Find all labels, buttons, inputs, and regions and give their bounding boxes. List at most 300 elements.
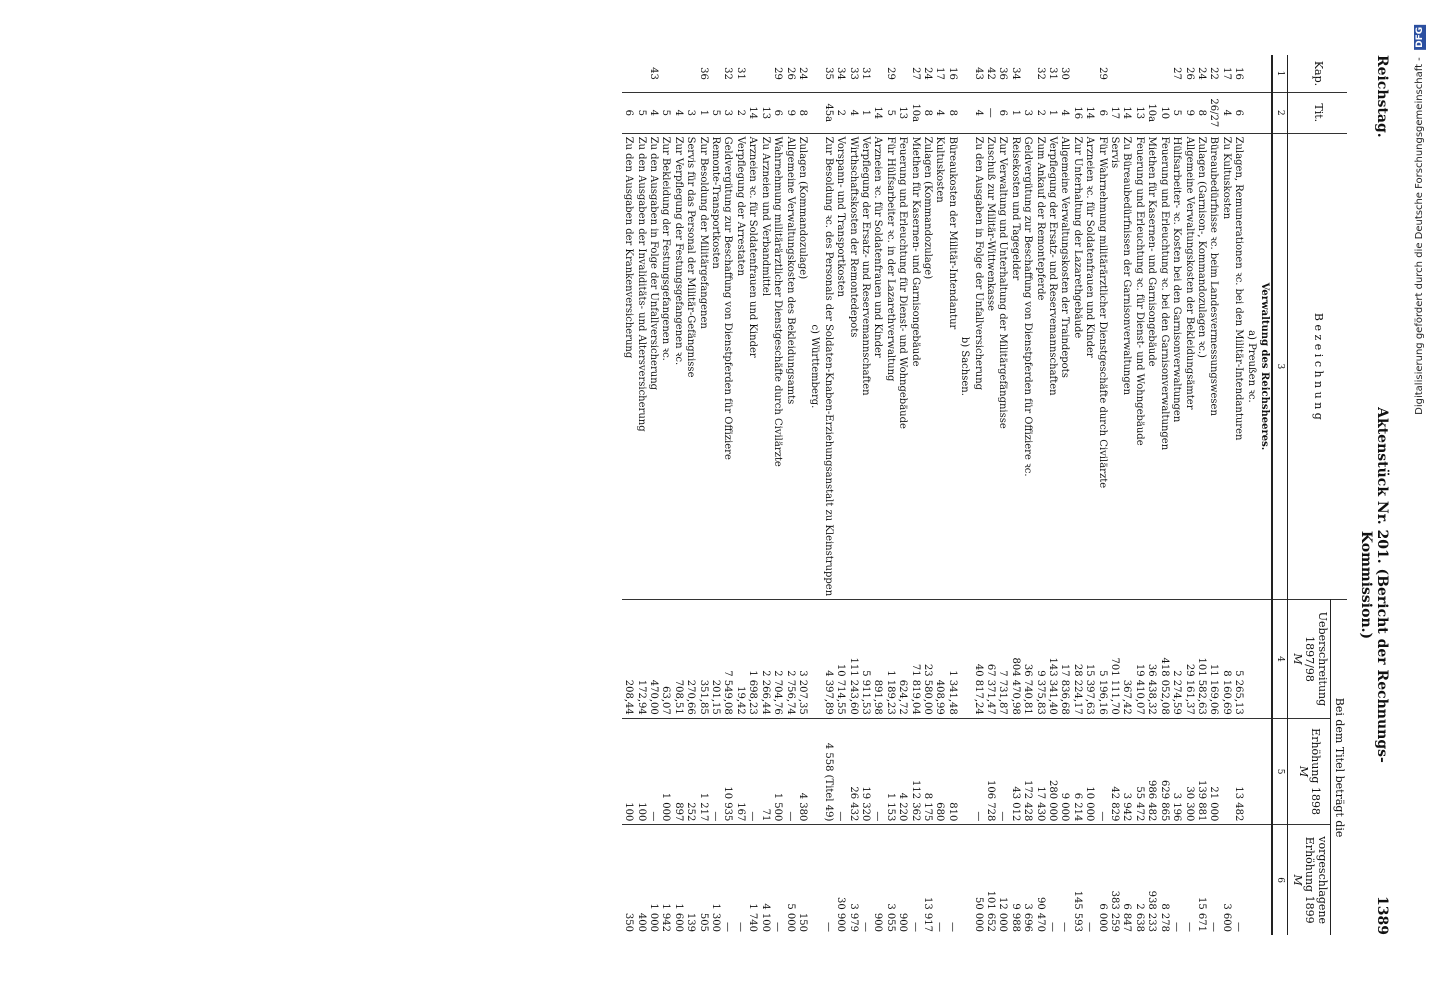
ueberschreitung-cell: 63,07 xyxy=(659,600,671,719)
kap-cell: 31 xyxy=(734,67,746,80)
digitization-credit xyxy=(1414,25,1426,415)
description-cell: Feuerung und Erleuchtung ꝛc. bei den Garnisonverwaltungen xyxy=(1157,133,1169,600)
erhoehung-cell: — xyxy=(971,718,983,825)
col-number-6: 6 xyxy=(1272,825,1288,935)
vorgeschlagen-label: vorgeschlagene Erhöhung 1899 xyxy=(1303,836,1329,925)
tit-cell: 5 xyxy=(634,92,646,133)
description-cell: Miethen für Kasernen- und Garnisongebäude xyxy=(1145,133,1157,600)
col-number-2: 2 xyxy=(1272,92,1288,133)
erhoehung-cell: 43 012 xyxy=(1008,718,1020,825)
ueberschreitung-cell: 101 582,63 xyxy=(1195,600,1207,719)
table-row xyxy=(1182,55,1194,935)
kap-cell: 29 xyxy=(884,67,896,80)
tit-cell: 14 xyxy=(746,92,758,133)
table-row xyxy=(1219,55,1231,935)
table-row xyxy=(958,55,971,935)
tit-cell: 4 xyxy=(971,92,983,133)
tit-cell: 2 xyxy=(734,92,746,133)
vorgeschlagen-cell: 15 671 xyxy=(1195,825,1207,935)
vorgeschlagen-cell: — xyxy=(771,825,783,935)
tit-cell: 3 xyxy=(1021,92,1033,133)
table-row xyxy=(1008,55,1020,935)
vorgeschlagen-cell: 139 xyxy=(684,825,696,935)
vorgeschlagen-cell: 9 988 xyxy=(1008,825,1020,935)
erhoehung-cell: — xyxy=(996,718,1008,825)
kap-cell xyxy=(1157,55,1169,92)
kap-cell xyxy=(709,55,721,92)
description-cell: Allgemeine Verwaltungskosten der Bekleidungsämter xyxy=(1182,133,1194,600)
vorgeschlagen-cell: 3 696 xyxy=(1021,825,1033,935)
table-row xyxy=(1095,55,1107,935)
table-row xyxy=(659,55,671,935)
col-number-5: 5 xyxy=(1272,718,1288,825)
kap-cell xyxy=(746,55,758,92)
description-cell: Zur Besoldung der Militärgefangenen xyxy=(696,133,708,600)
tit-cell: 5 xyxy=(1170,92,1182,133)
col-vorgeschlagen-header xyxy=(1288,825,1330,935)
kap-cell: 43 xyxy=(972,67,984,80)
tit-cell xyxy=(958,92,971,133)
table-row xyxy=(721,55,733,935)
description-cell: Vorspann- und Transportkosten xyxy=(834,133,846,600)
erhoehung-cell: 10 000 xyxy=(1083,718,1095,825)
erhoehung-cell: — xyxy=(834,718,846,825)
table-row xyxy=(945,55,957,935)
erhoehung-cell: 8 175 xyxy=(921,718,933,825)
kap-cell xyxy=(1145,55,1157,92)
description-cell: b) Sachsen. xyxy=(958,133,971,600)
tit-cell: 9 xyxy=(783,92,795,133)
ueberschreitung-cell: 408,99 xyxy=(933,600,945,719)
ueberschreitung-cell xyxy=(1244,600,1257,719)
vorgeschlagen-cell: 150 xyxy=(796,825,808,935)
ueberschreitung-cell: 40 817,24 xyxy=(971,600,983,719)
vorgeschlagen-cell: 383 259 xyxy=(1108,825,1120,935)
tit-cell: 5 xyxy=(659,92,671,133)
description-cell: Servis xyxy=(1108,133,1120,600)
col-tit-header: Tit. xyxy=(1288,92,1347,133)
vorgeschlagen-cell: — xyxy=(859,825,871,935)
kap-cell: 17 xyxy=(1220,67,1232,80)
description-cell: Arzneien ꝛc. für Soldatenfrauen und Kinder xyxy=(1083,133,1095,600)
tit-cell: 14 xyxy=(871,92,883,133)
description-cell: Allgemeine Verwaltungskosten des Bekleidungsamts xyxy=(783,133,795,600)
table-row xyxy=(709,55,721,935)
kap-cell: 29 xyxy=(772,67,784,80)
description-cell: Verpflegung der Ersatz- und Reservemannschaften xyxy=(1046,133,1058,600)
rotated-page-content xyxy=(60,55,1395,935)
erhoehung-cell: 810 xyxy=(945,718,957,825)
vorgeschlagen-cell: 1 300 xyxy=(709,825,721,935)
description-cell: c) Württemberg. xyxy=(808,133,821,600)
kap-cell: 33 xyxy=(847,67,859,80)
kap-cell: 26 xyxy=(1183,67,1195,80)
description-cell: Zulagen (Kommandozulage) xyxy=(921,133,933,600)
page-number: 1389 xyxy=(1374,896,1390,935)
description-cell: Feuerung und Erleuchtung ꝛc. für Dienst- und Wohngebäude xyxy=(1133,133,1145,600)
kap-cell xyxy=(1133,55,1145,92)
tit-cell: 3 xyxy=(684,92,696,133)
tit-cell xyxy=(1244,92,1257,133)
description-cell: a) Preußen ꝛc. xyxy=(1244,133,1257,600)
kap-cell: 35 xyxy=(822,67,834,80)
description-cell: Verpflegung der Arrestaten xyxy=(734,133,746,600)
kap-cell xyxy=(808,55,821,92)
vorgeschlagen-cell: — xyxy=(1182,825,1194,935)
kap-cell xyxy=(634,55,646,92)
erhoehung-cell: 4 558 (Titel 49) xyxy=(821,718,833,825)
vorgeschlagen-cell: — xyxy=(933,825,945,935)
mark-unit: M xyxy=(1296,765,1310,778)
kap-cell xyxy=(671,55,683,92)
erhoehung-cell: 1 500 xyxy=(771,718,783,825)
col-number-4: 4 xyxy=(1272,600,1288,719)
running-header xyxy=(1360,55,1390,935)
table-row xyxy=(634,55,646,935)
tit-cell: 4 xyxy=(671,92,683,133)
ueberschreitung-cell: 3 207,35 xyxy=(796,600,808,719)
tit-cell: 14 xyxy=(1083,92,1095,133)
ueberschreitung-cell: 891,98 xyxy=(871,600,883,719)
vorgeschlagen-cell: 30 900 xyxy=(834,825,846,935)
erhoehung-cell: — xyxy=(783,718,795,825)
ueberschreitung-cell: 5 265,13 xyxy=(1232,600,1244,719)
erhoehung-cell: — xyxy=(871,718,883,825)
erhoehung-cell: 629 865 xyxy=(1157,718,1169,825)
description-cell: Zulagen (Garnison-, Kommandozulagen ꝛc.) xyxy=(1195,133,1207,600)
table-row xyxy=(1232,55,1244,935)
description-cell: Servis für das Personal der Militär-Gefängnisse xyxy=(684,133,696,600)
ueberschreitung-cell: 29 161,37 xyxy=(1182,600,1194,719)
description-cell: Zur Verwaltung und Unterhaltung der Militärgefängnisse xyxy=(996,133,1008,600)
erhoehung-cell: 30 300 xyxy=(1182,718,1194,825)
ueberschreitung-cell: 5 911,53 xyxy=(859,600,871,719)
description-cell: Zu den Ausgaben der Krankenversicherung xyxy=(622,133,634,600)
description-cell: Feuerung und Erleuchtung für Dienst- und Wohngebäude xyxy=(896,133,908,600)
kap-cell: 32 xyxy=(1034,67,1046,80)
vorgeschlagen-cell xyxy=(958,825,971,935)
erhoehung-cell: 17 430 xyxy=(1033,718,1045,825)
table-row xyxy=(1170,55,1182,935)
vorgeschlagen-cell: — xyxy=(1083,825,1095,935)
erhoehung-cell: 172 428 xyxy=(1021,718,1033,825)
ueberschreitung-cell: 23 580,00 xyxy=(921,600,933,719)
tit-cell: 17 xyxy=(1108,92,1120,133)
erhoehung-cell xyxy=(1219,718,1231,825)
erhoehung-cell: 55 472 xyxy=(1133,718,1145,825)
erhoehung-cell: 4 220 xyxy=(896,718,908,825)
tit-cell: 45a xyxy=(821,92,833,133)
tit-cell: — xyxy=(984,92,996,133)
erhoehung-cell xyxy=(808,718,821,825)
erhoehung-cell: 1 153 xyxy=(883,718,895,825)
header-left: Reichstag. xyxy=(1374,55,1390,138)
description-cell: Zu Kultuskosten xyxy=(1219,133,1231,600)
header-center: Aktenstück Nr. 201. (Bericht der Rechnungs-Kommission.) xyxy=(1358,407,1390,763)
ueberschreitung-cell xyxy=(1258,600,1272,719)
tit-cell: 6 xyxy=(622,92,634,133)
ueberschreitung-cell: 7 731,87 xyxy=(996,600,1008,719)
col-ueberschreitung-header xyxy=(1288,600,1330,719)
tit-cell: 4 xyxy=(1219,92,1231,133)
ueberschreitung-cell: 4 397,89 xyxy=(821,600,833,719)
ueberschreitung-cell: 36 438,32 xyxy=(1145,600,1157,719)
ueberschreitung-cell: 5 196,16 xyxy=(1095,600,1107,719)
kap-cell: 34 xyxy=(1009,67,1021,80)
erhoehung-cell xyxy=(1258,718,1272,825)
description-cell: Zulagen (Kommandozulage) xyxy=(796,133,808,600)
erhoehung-cell: 42 829 xyxy=(1108,718,1120,825)
ueberschreitung-cell: 418 052,08 xyxy=(1157,600,1169,719)
col-erhoehung-header xyxy=(1288,718,1330,825)
tit-cell: 8 xyxy=(921,92,933,133)
ueberschreitung-cell: 67 371,47 xyxy=(984,600,996,719)
kap-cell: 34 xyxy=(835,67,847,80)
tit-cell: 8 xyxy=(1195,92,1207,133)
vorgeschlagen-cell: 938 233 xyxy=(1145,825,1157,935)
ueberschreitung-cell: 17 836,68 xyxy=(1058,600,1070,719)
ueberschreitung-cell: 19 410,07 xyxy=(1133,600,1145,719)
kap-cell xyxy=(871,55,883,92)
description-cell: Zu Arzneien und Verbandmittel xyxy=(758,133,770,600)
table-row xyxy=(1058,55,1070,935)
kap-cell: 17 xyxy=(934,67,946,80)
ueberschreitung-cell: 804 470,98 xyxy=(1008,600,1020,719)
ueberschreitung-cell: 208,44 xyxy=(622,600,634,719)
vorgeschlagen-cell: 3 600 xyxy=(1219,825,1231,935)
erhoehung-cell: 986 482 xyxy=(1145,718,1157,825)
vorgeschlagen-cell: 1 740 xyxy=(746,825,758,935)
kap-cell xyxy=(758,55,770,92)
table-row xyxy=(808,55,821,935)
erhoehung-cell: 26 432 xyxy=(846,718,858,825)
erhoehung-cell: 71 xyxy=(758,718,770,825)
table-row xyxy=(871,55,883,935)
ueberschreitung-cell: 143 341,40 xyxy=(1046,600,1058,719)
vorgeschlagen-cell: — xyxy=(721,825,733,935)
vorgeschlagen-cell: 1 942 xyxy=(659,825,671,935)
vorgeschlagen-cell xyxy=(808,825,821,935)
kap-cell: 16 xyxy=(946,67,958,80)
vorgeschlagen-cell: 145 593 xyxy=(1070,825,1082,935)
ueberschreitung-cell: 367,42 xyxy=(1120,600,1132,719)
erhoehung-cell: 680 xyxy=(933,718,945,825)
erhoehung-cell: 280 000 xyxy=(1046,718,1058,825)
tit-cell: 5 xyxy=(883,92,895,133)
vorgeschlagen-cell: 2 638 xyxy=(1133,825,1145,935)
tit-cell: 10 xyxy=(1157,92,1169,133)
tit-cell: 13 xyxy=(758,92,770,133)
vorgeschlagen-cell: 3 055 xyxy=(883,825,895,935)
tit-cell: 13 xyxy=(1133,92,1145,133)
table-row xyxy=(1195,55,1207,935)
erhoehung-cell: 3 196 xyxy=(1170,718,1182,825)
erhoehung-cell: 1 217 xyxy=(696,718,708,825)
description-cell: Zur Besoldung ꝛc. des Personals der Soldaten-Knaben-Erziehungsanstalt zu Kleinstruppen xyxy=(821,133,833,600)
vorgeschlagen-cell: 3 979 xyxy=(846,825,858,935)
tit-cell: 1 xyxy=(1008,92,1020,133)
erhoehung-cell: 13 482 xyxy=(1232,718,1244,825)
table-row xyxy=(1207,55,1219,935)
description-cell: Arzneien ꝛc. für Soldatenfrauen und Kinder xyxy=(746,133,758,600)
description-cell: Geldvergütung zur Beschaffung von Dienstpferden für Offiziere ꝛc. xyxy=(1021,133,1033,600)
erhoehung-cell: 9 000 xyxy=(1058,718,1070,825)
credit-text: Digitalisierung gefördert durch die Deutsche Forschungsgemeinschaft - xyxy=(1414,57,1425,415)
description-cell: Verpflegung der Ersatz- und Reservemannschaften xyxy=(859,133,871,600)
tit-cell: 5 xyxy=(709,92,721,133)
table-row xyxy=(771,55,783,935)
vorgeschlagen-cell: 350 xyxy=(622,825,634,935)
kap-cell: 43 xyxy=(648,67,660,80)
vorgeschlagen-cell: — xyxy=(821,825,833,935)
table-row xyxy=(758,55,770,935)
table-row xyxy=(821,55,833,935)
kap-cell: 27 xyxy=(909,67,921,80)
vorgeschlagen-cell: — xyxy=(1207,825,1219,935)
kap-cell: 24 xyxy=(796,67,808,80)
erhoehung-cell xyxy=(1244,718,1257,825)
erhoehung-cell: 100 xyxy=(634,718,646,825)
erhoehung-cell: 112 362 xyxy=(908,718,920,825)
ueberschreitung-cell: 8 160,69 xyxy=(1219,600,1231,719)
tit-cell: 13 xyxy=(896,92,908,133)
kap-cell: 26 xyxy=(784,67,796,80)
kap-cell: 36 xyxy=(997,67,1009,80)
vorgeschlagen-cell: 8 278 xyxy=(1157,825,1169,935)
ueberschreitung-cell: 7 549,08 xyxy=(721,600,733,719)
kap-cell: 24 xyxy=(922,67,933,80)
kap-cell xyxy=(1244,55,1257,92)
tit-cell xyxy=(808,92,821,133)
vorgeschlagen-cell: 400 xyxy=(634,825,646,935)
description-cell: Zur Bekleidung der Festungsgefangenen ꝛc. xyxy=(659,133,671,600)
description-cell: Wirthschaftskosten der Remontedepots xyxy=(846,133,858,600)
description-cell: Büreaukosten der Militär-Intendantur xyxy=(945,133,957,600)
kap-cell xyxy=(622,55,634,92)
table-row xyxy=(1033,55,1045,935)
ueberschreitung-cell: 470,00 xyxy=(647,600,659,719)
erhoehung-cell: 21 000 xyxy=(1207,718,1219,825)
erhoehung-cell: — xyxy=(1095,718,1107,825)
kap-cell: 31 xyxy=(859,67,871,80)
tit-cell: 4 xyxy=(933,92,945,133)
table-body xyxy=(622,55,1272,935)
erhoehung-cell: 139 881 xyxy=(1195,718,1207,825)
ueberschreitung-cell: 2 274,59 xyxy=(1170,600,1182,719)
kap-cell xyxy=(958,55,971,92)
kap-cell xyxy=(1070,55,1082,92)
table-row xyxy=(1083,55,1095,935)
table-row xyxy=(1244,55,1257,935)
erhoehung-cell: 4 380 xyxy=(796,718,808,825)
description-cell: Zuschuß zur Militär-Wittwenkasse xyxy=(984,133,996,600)
ueberschreitung-cell: 2 266,44 xyxy=(758,600,770,719)
ueberschreitung-cell: 2 704,76 xyxy=(771,600,783,719)
kap-cell xyxy=(659,55,671,92)
tit-cell: 3 xyxy=(721,92,733,133)
ueberschreitung-cell: 701 111,70 xyxy=(1108,600,1120,719)
table-row xyxy=(834,55,846,935)
table-row xyxy=(671,55,683,935)
ueberschreitung-cell: 1 698,23 xyxy=(746,600,758,719)
vorgeschlagen-cell: 13 917 xyxy=(921,825,933,935)
kap-cell: 42 xyxy=(985,67,997,80)
vorgeschlagen-cell: 90 470 xyxy=(1033,825,1045,935)
erhoehung-cell xyxy=(958,718,971,825)
erhoehung-cell: 1 000 xyxy=(659,718,671,825)
vorgeschlagen-cell: 1 000 xyxy=(647,825,659,935)
table-row xyxy=(647,55,659,935)
vorgeschlagen-cell: — xyxy=(1232,825,1244,935)
ueberschreitung-cell: 15 397,63 xyxy=(1083,600,1095,719)
ueberschreitung-cell xyxy=(958,600,971,719)
description-cell: Hülfsarbeiter- ꝛc. Kosten bei den Garnisonverwaltungen xyxy=(1170,133,1182,600)
vorgeschlagen-cell: 101 652 xyxy=(984,825,996,935)
table-row xyxy=(1046,55,1058,935)
table-row xyxy=(1120,55,1132,935)
description-cell: Zu Büreaubedürfnissen der Garnisonverwaltungen xyxy=(1120,133,1132,600)
description-cell: Zu den Ausgaben in Folge der Unfallversicherung xyxy=(647,133,659,600)
erhoehung-cell: — xyxy=(647,718,659,825)
description-cell: Verwaltung des Reichsheeres. xyxy=(1258,133,1272,600)
col-kap-header: Kap. xyxy=(1288,55,1347,92)
col-group-header: Bei dem Titel beträgt die xyxy=(1330,600,1347,935)
description-cell: Zum Ankauf der Remontepferde xyxy=(1033,133,1045,600)
vorgeschlagen-cell xyxy=(1244,825,1257,935)
tit-cell: 4 xyxy=(846,92,858,133)
ueberschreitung-cell: 111 243,60 xyxy=(846,600,858,719)
table-row xyxy=(971,55,983,935)
ueberschreitung-cell: 708,51 xyxy=(671,600,683,719)
erhoehung-cell: 897 xyxy=(671,718,683,825)
table-row xyxy=(984,55,996,935)
table-row xyxy=(921,55,933,935)
vorgeschlagen-cell: — xyxy=(1058,825,1070,935)
ueberschreitung-cell: 19,42 xyxy=(734,600,746,719)
table-row xyxy=(734,55,746,935)
tit-cell: 9 xyxy=(1182,92,1194,133)
ueberschreitung-cell xyxy=(808,600,821,719)
vorgeschlagen-cell xyxy=(1258,825,1272,935)
ueberschreitung-cell: 71 819,04 xyxy=(908,600,920,719)
ueberschreitung-cell: 36 740,81 xyxy=(1021,600,1033,719)
table-row xyxy=(796,55,808,935)
description-cell: Geldvergütung zur Beschaffung von Dienstpferden für Offiziere xyxy=(721,133,733,600)
kap-cell: 24 xyxy=(1195,67,1207,80)
ueberschreitung-cell: 9 375,83 xyxy=(1033,600,1045,719)
kap-cell xyxy=(684,55,696,92)
table-row xyxy=(883,55,895,935)
description-cell: Zur Verpflegung der Festungsgefangenen ꝛc. xyxy=(671,133,683,600)
kap-cell: 36 xyxy=(697,67,709,80)
ueberschreitung-cell: 624,72 xyxy=(896,600,908,719)
vorgeschlagen-cell: 900 xyxy=(896,825,908,935)
description-cell: Allgemeine Verwaltungskosten der Traindepots xyxy=(1058,133,1070,600)
tit-cell: 8 xyxy=(796,92,808,133)
erhoehung-cell: 252 xyxy=(684,718,696,825)
table-row xyxy=(933,55,945,935)
col-number-3: 3 xyxy=(1272,133,1288,600)
kap-cell: 29 xyxy=(1096,67,1108,80)
table-row xyxy=(1145,55,1157,935)
table-row xyxy=(996,55,1008,935)
vorgeschlagen-cell: 12 000 xyxy=(996,825,1008,935)
ueberschreitung-cell: 172,94 xyxy=(634,600,646,719)
table-row xyxy=(622,55,634,935)
table-row xyxy=(859,55,871,935)
vorgeschlagen-cell: 6 000 xyxy=(1095,825,1107,935)
kap-cell xyxy=(1120,55,1132,92)
